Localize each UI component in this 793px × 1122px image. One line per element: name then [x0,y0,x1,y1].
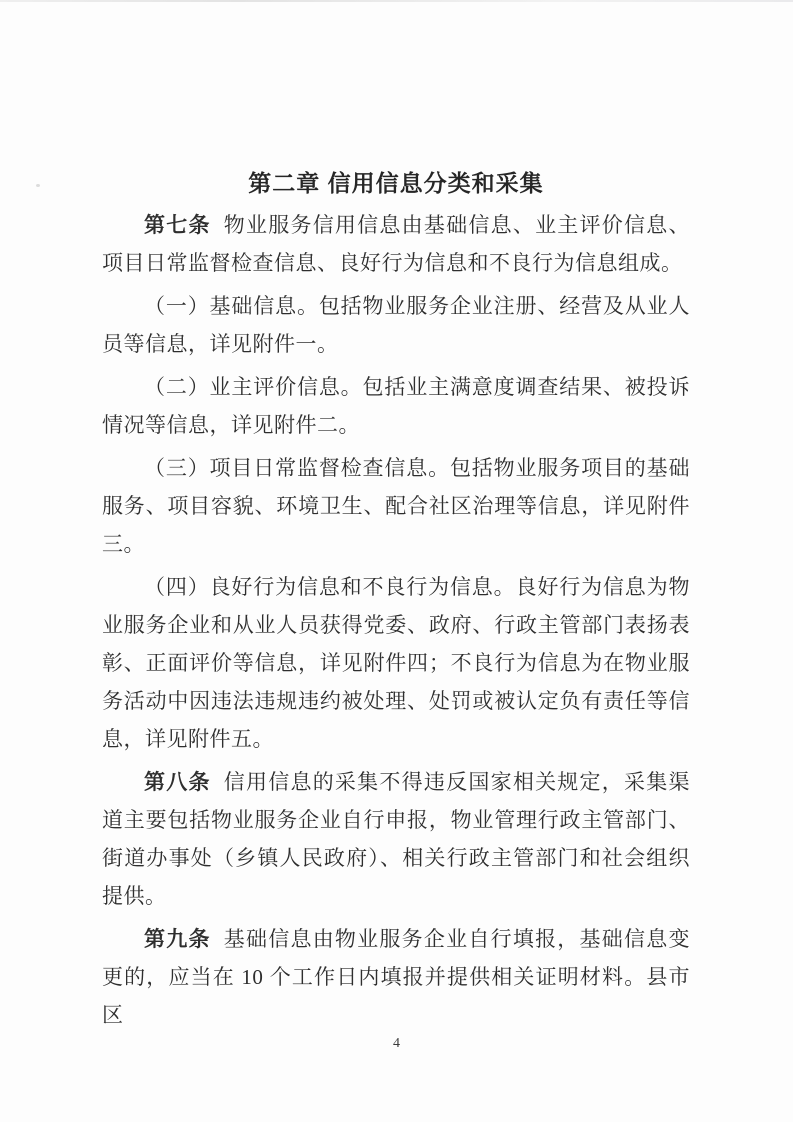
paragraph-text: 物业服务信用信息由基础信息、业主评价信息、项目日常监督检查信息、良好行为信息和不良行为信息组成。 [102,213,691,275]
paragraph-text: 基础信息由物业服务企业自行填报，基础信息变更的，应当在 10 个工作日内填报并提供相关证明材料。县市区 [102,927,691,1027]
chapter-heading: 第二章 信用信息分类和采集 [248,170,544,196]
paragraph-text: （四）良好行为信息和不良行为信息。良好行为信息为物业服务企业和从业人员获得党委、政府、行政主管部门表扬表彰、正面评价等信息，详见附件四；不良行为信息为在物业服务活动中因违法违规违约被处理、处罚或被认定负有责任等信息，详见附件五。 [102,575,690,751]
article-number: 第九条 [144,927,211,951]
page-content [102,168,690,1034]
scan-speck-artifact [36,184,40,187]
page-number: 4 [393,1036,400,1051]
body-paragraph [102,206,690,282]
body-paragraph [102,368,690,444]
body-paragraph [102,449,690,563]
paragraph-text: （三）项目日常监督检查信息。包括物业服务项目的基础服务、项目容貌、环境卫生、配合社区治理等信息，详见附件三。 [102,456,690,556]
article-number: 第七条 [144,213,211,237]
body-paragraph [102,287,690,363]
paragraph-text: （二）业主评价信息。包括业主满意度调查结果、被投诉情况等信息，详见附件二。 [102,375,690,437]
body-paragraph [102,763,690,915]
article-number: 第八条 [144,770,211,794]
paragraph-text: （一）基础信息。包括物业服务企业注册、经营及从业人员等信息，详见附件一。 [102,294,690,356]
paragraph-text: 信用信息的采集不得违反国家相关规定，采集渠道主要包括物业服务企业自行申报，物业管理行政主管部门、街道办事处（乡镇人民政府）、相关行政主管部门和社会组织提供。 [102,770,691,908]
scan-edge-artifact [0,0,793,2]
body-paragraph [102,568,690,758]
document-body [102,206,690,1034]
body-paragraph [102,920,690,1034]
